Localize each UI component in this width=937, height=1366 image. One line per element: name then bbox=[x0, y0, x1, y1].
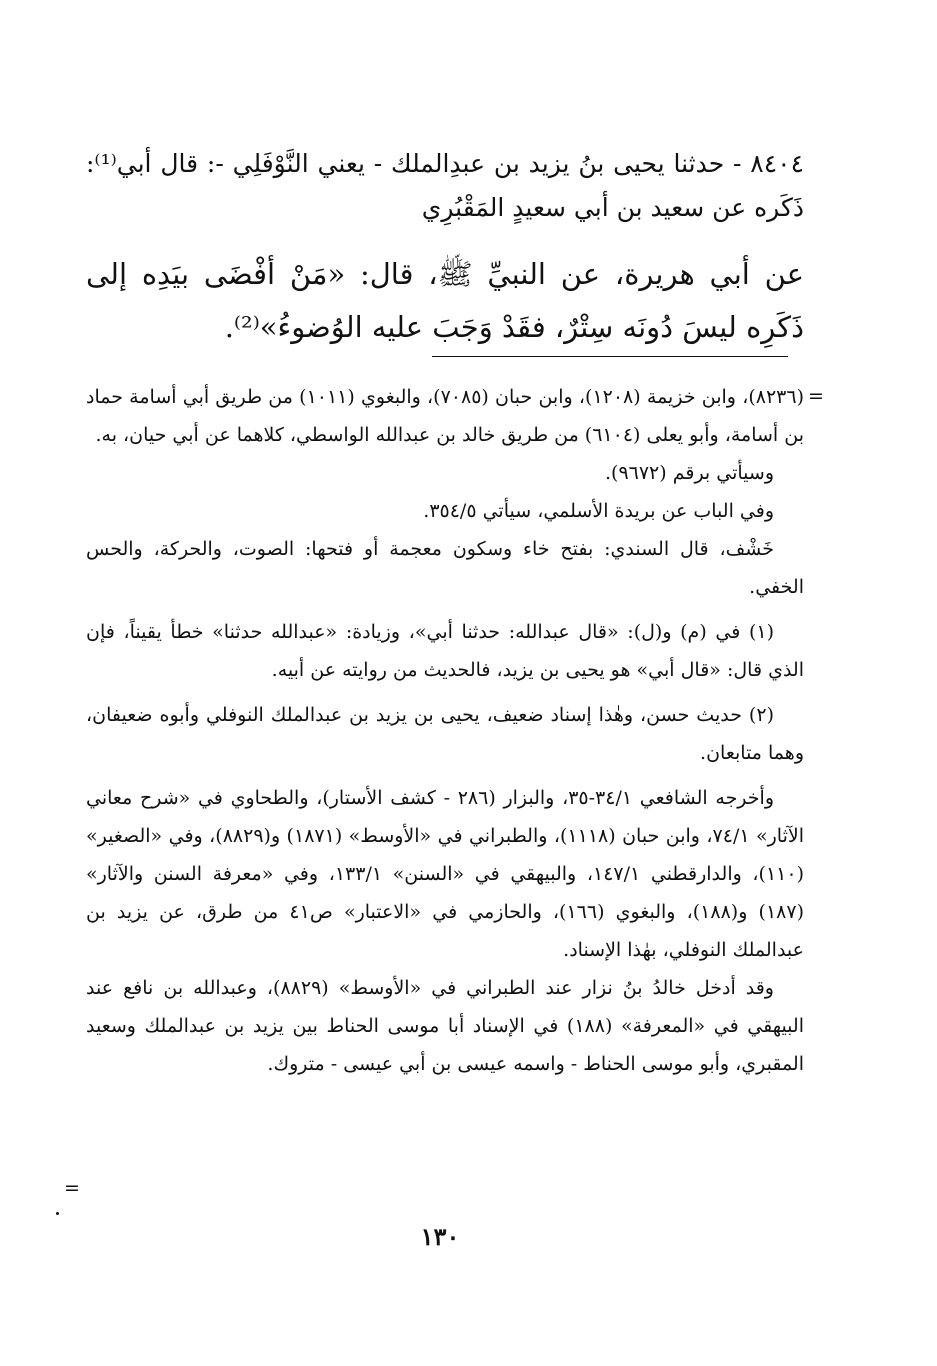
footnote-continued-line: وفي الباب عن بريدة الأسلمي، سيأتي ٣٥٤/٥. bbox=[423, 500, 774, 522]
hadith-isnad: ٨٤٠٤ - حدثنا يحيى بنُ يزيد بن عبدِالملك - يعني النَّوْفَلِي -: قال أبي⁽¹⁾: ذَكَره عن سعيد بن أبي سعيدٍ المَقْبُرِي bbox=[86, 149, 804, 222]
hadith-matn: عن أبي هريرة، عن النبيِّ ﷺ، قال: «مَنْ أفْضَى بيَدِه إلى ذَكَرِه ليسَ دُونَه سِتْرٌ، فقَدْ وَجَبَ عليه الوُضوءُ»⁽²⁾. bbox=[86, 257, 804, 344]
footnote-2: (٢) حديث حسن، وهٰذا إسناد ضعيف، يحيى بن يزيد بن عبدالملك النوفلي وأبوه ضعيفان، وهما متابعان. bbox=[86, 704, 804, 764]
footnote-1: (١) في (م) و(ل): «قال عبدالله: حدثنا أبي»، وزيادة: «عبدالله حدثنا» خطأ يقيناً، فإن الذي قال: «قال أبي» هو يحيى بن يزيد، فالحديث من روايته عن أبيه. bbox=[86, 621, 804, 681]
page-speck bbox=[56, 1212, 59, 1215]
footnote-separator bbox=[432, 356, 788, 357]
footnote-continued-line: وسيأتي برقم (٩٦٧٢). bbox=[604, 462, 774, 484]
footnote-continued-line: (٨٢٣٦)، وابن خزيمة (١٢٠٨)، وابن حبان (٧٠٨٥)، والبغوي (١٠١١) من طريق أبي أسامة حماد بن أسامة، وأبو يعلى (٦١٠٤) من طريق خالد بن عبدالله الواسطي، كلاهما عن أبي حيان، به. bbox=[86, 386, 804, 446]
footnotes bbox=[86, 378, 804, 1083]
footnote-2-paragraph: وقد أدخل خالدُ بنُ نزار عند الطبراني في «الأوسط» (٨٨٢٩)، وعبدالله بن نافع عند البيهقي في «المعرفة» (١٨٨) في الإسناد أبا موسى الحناط بين يزيد بن عبدالملك وسعيد المقبري، وأبو موسى الحناط - واسمه عيسى بن أبي عيسى - متروك. bbox=[86, 977, 804, 1075]
footnote-continued-line: خَشْف، قال السندي: بفتح خاء وسكون معجمة أو فتحها: الصوت، والحركة، والحس الخفي. bbox=[86, 538, 804, 598]
continuation-mark-top: = bbox=[808, 385, 824, 407]
continuation-mark-bottom: = bbox=[64, 1177, 80, 1199]
page-number: ١٣٠ bbox=[420, 1222, 460, 1251]
footnote-2-paragraph: وأخرجه الشافعي ٣٤/١-٣٥، والبزار (٢٨٦ - كشف الأستار)، والطحاوي في «شرح معاني الآثار» ٧٤/١، وابن حبان (١١١٨)، والطبراني في «الأوسط» (١٨٧١) و(٨٨٢٩)، وفي «الصغير» (١١٠)، والدارقطني ١٤٧/١، والبيهقي في «السنن» ١٣٣/١، وفي «معرفة السنن والآثار» (١٨٧) و(١٨٨)، والبغوي (١٦٦)، والحازمي في «الاعتبار» ص٤١ من طرق، عن يزيد بن عبدالملك النوفلي، بهٰذا الإسناد. bbox=[86, 787, 804, 961]
